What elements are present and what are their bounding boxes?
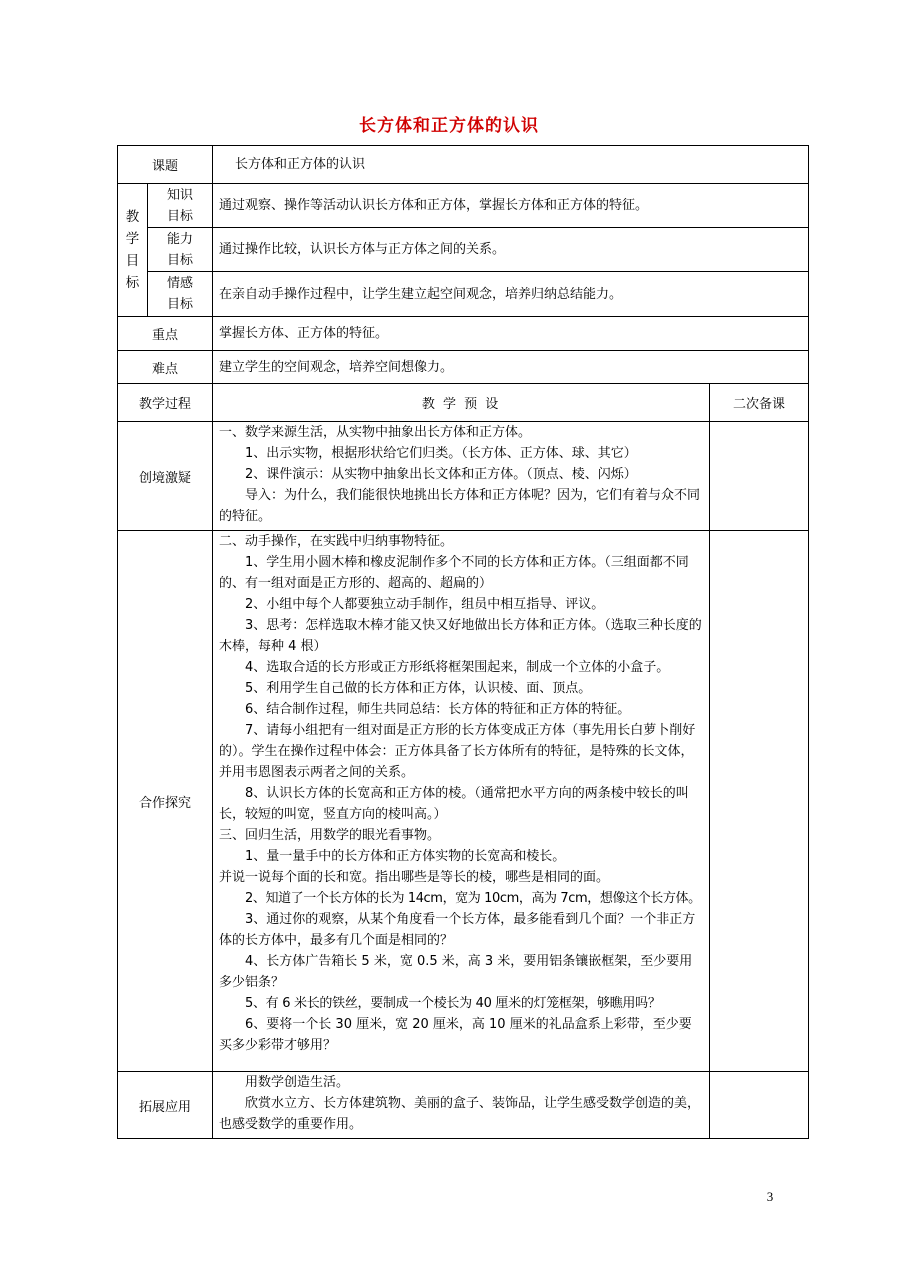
section-label-intro: 创境激疑 [118,422,213,531]
explore-line: 6、要将一个长 30 厘米，宽 20 厘米，高 10 厘米的礼品盒系上彩带，至少要买多少彩带才够用？ [219,1017,692,1053]
revision-cell-extend [710,1072,809,1139]
row-section-explore [118,531,809,1072]
lesson-plan-table [117,145,809,1139]
difficulty-value: 建立学生的空间观念，培养空间想像力。 [213,351,809,384]
row-key-point [118,317,809,351]
key-point-value: 掌握长方体、正方体的特征。 [213,317,809,351]
revision-cell-intro [710,422,809,531]
explore-line: 5、利用学生自己做的长方体和正方体，认识棱、面、顶点。 [245,681,592,696]
emotion-goal-text: 在亲自动手操作过程中，让学生建立起空间观念，培养归纳总结能力。 [213,272,809,317]
intro-line: 1、出示实物，根据形状给它们归类。（长方体、正方体、球、其它） [245,446,637,461]
explore-line: 7、请每小组把有一组对面是正方形的长方体变成正方体（事先用长白萝卜削好的）。学生在操作过程中体会：正方体具备了长方体所有的特征，是特殊的长文体，并用韦恩图表示两者之间的关系。 [219,723,696,780]
explore-line: 6、结合制作过程，师生共同总结：长方体的特征和正方体的特征。 [245,702,631,717]
topic-value: 长方体和正方体的认识 [213,146,809,184]
emotion-goal-label: 情感 目标 [148,272,213,317]
extend-line: 欣赏水立方、长方体建筑物、美丽的盒子、装饰品，让学生感受数学创造的美，也感受数学的重要作用。 [219,1096,701,1132]
section-label-explore: 合作探究 [118,531,213,1072]
ability-goal-label: 能力 目标 [148,228,213,272]
document-title: 长方体和正方体的认识 [359,116,539,136]
difficulty-label: 难点 [118,351,213,384]
section-content-extend [213,1072,710,1139]
page-number: 3 [766,1189,774,1204]
section-content-explore [213,531,710,1072]
explore-line: 2、知道了一个长方体的长为 14cm，宽为 10cm，高为 7cm，想像这个长方体。 [245,891,701,906]
section-content-intro [213,422,710,531]
explore-line: 二、动手操作，在实践中归纳事物特征。 [219,534,454,549]
intro-line: 导入：为什么，我们能很快地挑出长方体和正方体呢？因为，它们有着与众不同的特征。 [219,488,701,524]
row-section-extend [118,1072,809,1139]
process-header: 教学过程 [118,384,213,422]
explore-line: 4、长方体广告箱长 5 米，宽 0.5 米，高 3 米，要用铝条镶嵌框架，至少要用多少铝条？ [219,954,693,990]
topic-label: 课题 [118,146,213,184]
explore-line: 4、选取合适的长方形或正方形纸将框架围起来，制成一个立体的小盒子。 [245,660,670,675]
row-topic [118,146,809,184]
explore-line: 1、量一量手中的长方体和正方体实物的长宽高和棱长。 [245,849,566,864]
design-header: 教 学 预 设 [213,384,710,422]
explore-line: 3、通过你的观察，从某个角度看一个长方体，最多能看到几个面？一个非正方体的长方体中，最多有几个面是相同的？ [219,912,696,948]
explore-line: 3、思考：怎样选取木棒才能又快又好地做出长方体和正方体。（选取三种长度的木棒，每种 4 根） [219,618,702,654]
row-goal-knowledge [118,184,809,228]
section-label-extend: 拓展应用 [118,1072,213,1139]
row-header [118,384,809,422]
explore-line: 三、回归生活，用数学的眼光看事物。 [219,828,441,843]
intro-line: 2、课件演示：从实物中抽象出长文体和正方体。（顶点、棱、闪烁） [245,467,637,482]
explore-line: 并说一说每个面的长和宽。指出哪些是等长的棱，哪些是相同的面。 [219,870,610,885]
explore-line: 5、有 6 米长的铁丝，要制成一个棱长为 40 厘米的灯笼框架，够瞧用吗？ [245,996,661,1011]
row-goal-ability [118,228,809,272]
revision-cell-explore [710,531,809,1072]
row-section-intro [118,422,809,531]
knowledge-goal-text: 通过观察、操作等活动认识长方体和正方体，掌握长方体和正方体的特征。 [213,184,809,228]
explore-line: 2、小组中每个人都要独立动手制作，组员中相互指导、评议。 [245,597,605,612]
intro-line: 一、数学来源生活，从实物中抽象出长方体和正方体。 [219,425,532,440]
knowledge-goal-label: 知识 目标 [148,184,213,228]
extend-line: 用数学创造生活。 [245,1075,350,1090]
explore-line: 8、认识长方体的长宽高和正方体的棱。（通常把水平方向的两条棱中较长的叫长，较短的叫宽，竖直方向的棱叫高。） [219,786,689,822]
row-difficulty [118,351,809,384]
key-point-label: 重点 [118,317,213,351]
ability-goal-text: 通过操作比较，认识长方体与正方体之间的关系。 [213,228,809,272]
revision-header: 二次备课 [710,384,809,422]
teaching-goals-label: 教 学 目 标 [118,184,148,317]
explore-line: 1、学生用小圆木棒和橡皮泥制作多个不同的长方体和正方体。（三组面都不同的、有一组对面是正方形的、超高的、超扁的） [219,555,689,591]
row-goal-emotion [118,272,809,317]
